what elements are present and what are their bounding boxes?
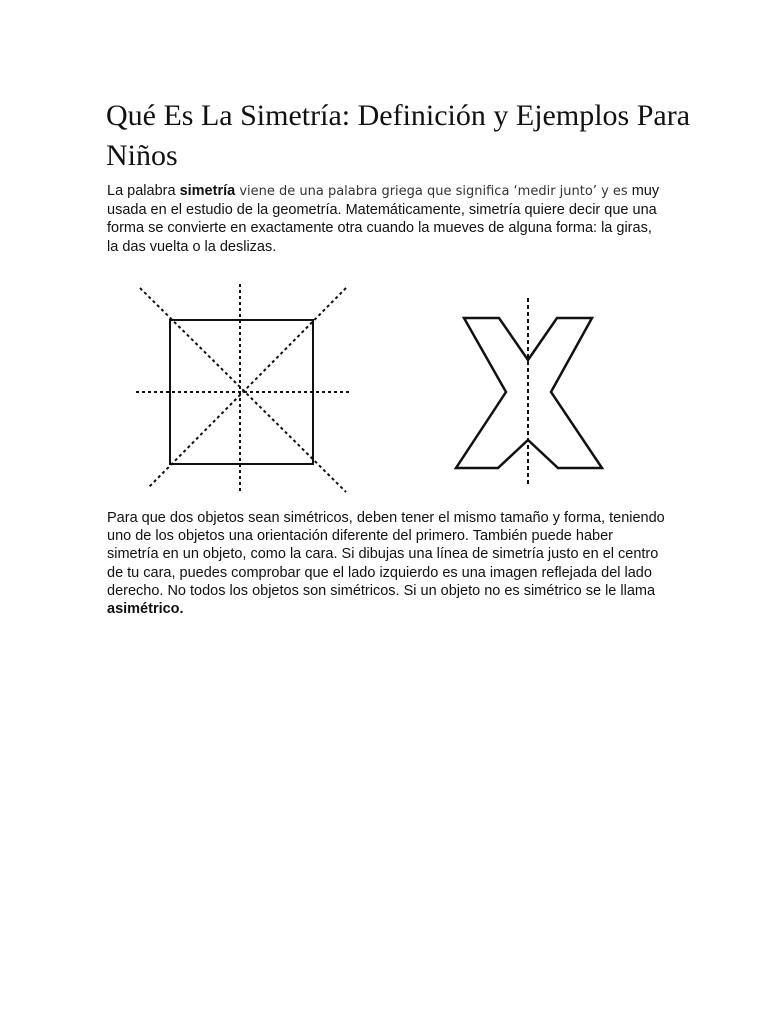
intro-text-start: La palabra (107, 183, 180, 199)
symmetry-figure (120, 278, 620, 494)
term-asimetrico: asimétrico. (107, 601, 184, 618)
body-text: Para que dos objetos sean simétricos, deben tener el mismo tamaño y forma, teniendo uno de los objetos una orientación diferente del primero. También puede haber simetría en un objeto, como la cara. Si dibujas una línea de simetría justo en el centro de tu cara, puedes comprobar que el lado izquierdo es una imagen reflejada del lado derecho. No todos los objetos son simétricos. Si un objeto no es simétrico se le llama (107, 510, 665, 599)
body-paragraph (107, 509, 667, 618)
square-diagonal-axis-2 (148, 288, 346, 488)
letter-x-shape (456, 298, 602, 486)
page-title: Qué Es La Simetría: Definición y Ejemplos Para Niños (106, 99, 691, 172)
square-shape (136, 284, 350, 492)
intro-text-rest: muy usada en el estudio de la geometría. Matemáticamente, simetría quiere decir que una forma se convierte en exactamente otra cuando la mueves de alguna forma: la giras, la das vuelta o la deslizas. (107, 183, 660, 255)
intro-paragraph (107, 182, 667, 256)
intro-text-alt-font: viene de una palabra griega que significa ‘medir junto’ y es (235, 184, 628, 199)
term-simetria: simetría (179, 183, 236, 199)
